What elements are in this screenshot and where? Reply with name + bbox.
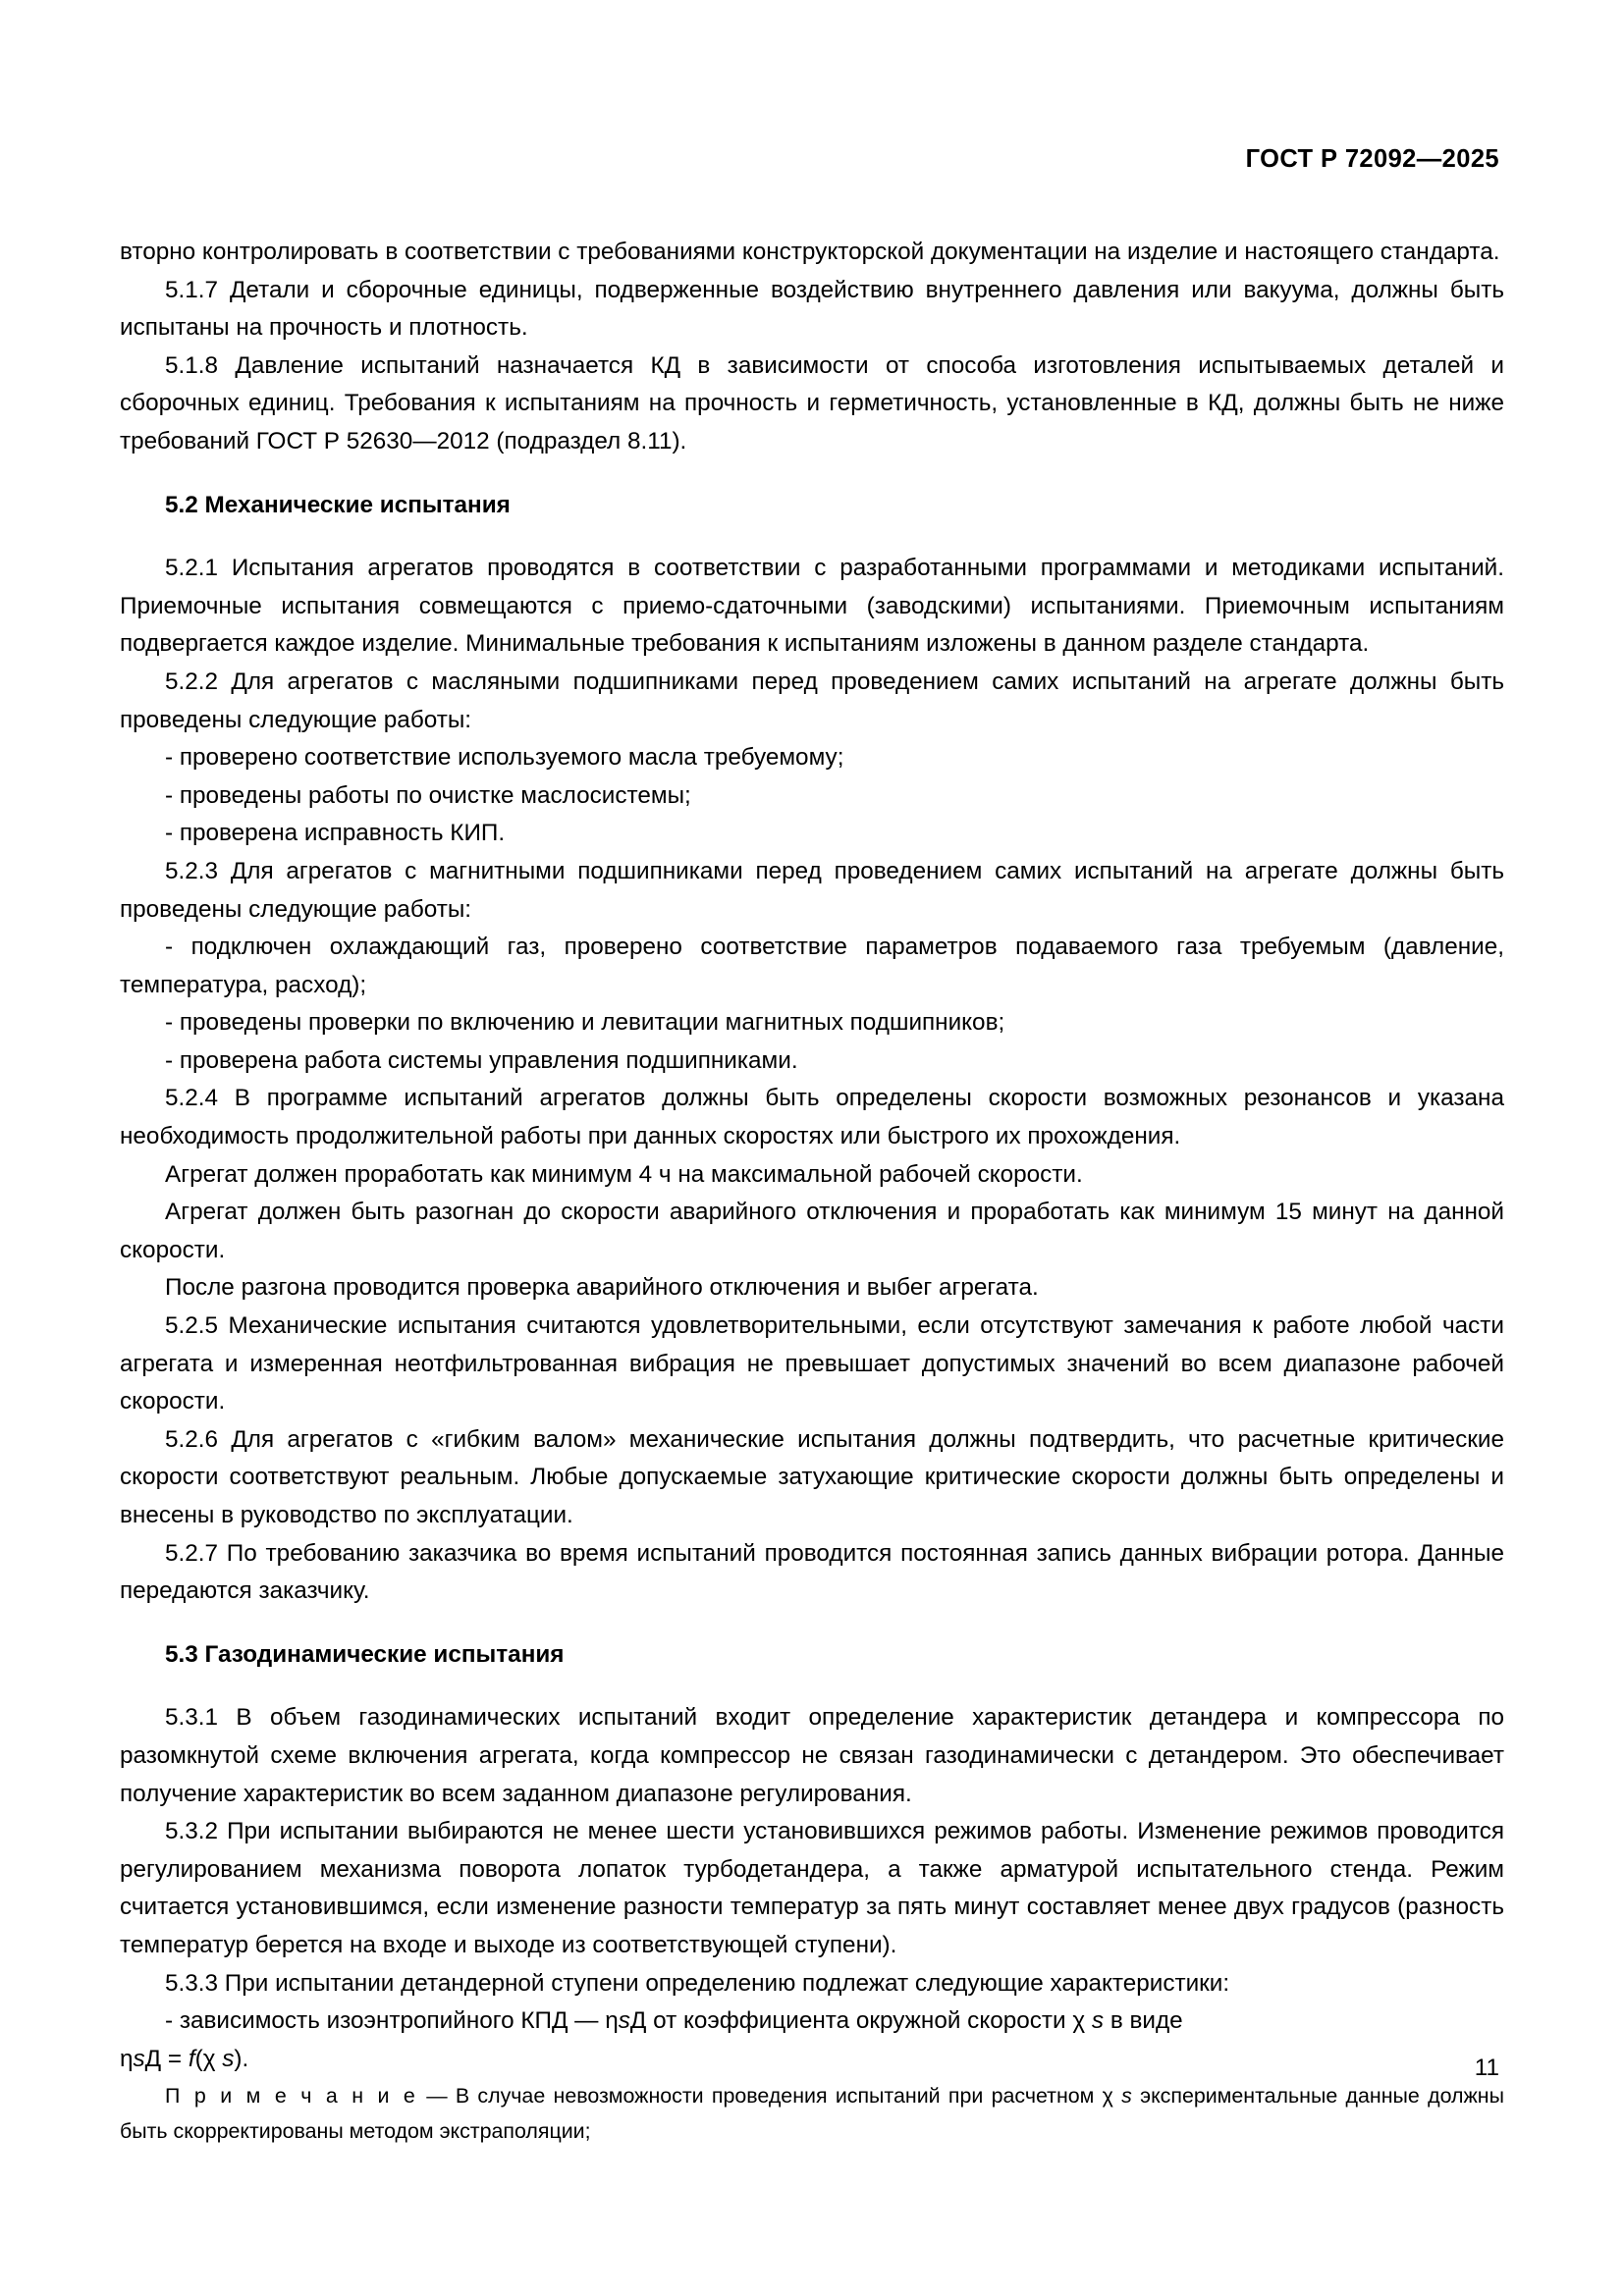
- paragraph-5-2-4-b: Агрегат должен быть разогнан до скорости аварийного отключения и проработать как минимум 15 минут на данной скорости.: [120, 1199, 1504, 1263]
- list-item-isentropic-efficiency: [120, 2002, 1504, 2041]
- paragraph-5-2-3: 5.2.3 Для агрегатов с магнитными подшипниками перед проведением самих испытаний на агрегате должны быть проведены следующие работы:: [120, 857, 1504, 923]
- list-item: - проведены проверки по включению и левитации магнитных подшипников;: [165, 1009, 1005, 1037]
- paragraph-5-3-3: 5.3.3 При испытании детандерной ступени определению подлежат следующие характеристики:: [165, 1969, 1230, 1997]
- eta-symbol: η: [120, 2045, 134, 2072]
- s-symbol: s: [222, 2045, 235, 2072]
- page-text-column: [120, 234, 1504, 2149]
- paragraph-5-2-4-a: Агрегат должен проработать как минимум 4 ч на максимальной рабочей скорости.: [165, 1160, 1083, 1188]
- list-item: - проверено соответствие используемого масла требуемому;: [165, 744, 844, 772]
- paragraph-5-3-1: 5.3.1 В объем газодинамических испытаний входит определение характеристик детандера и компрессора по разомкнутой схеме включения агрегата, когда компрессор не связан газодинамически с детандером. Это обеспечивает получение характеристик во всем заданном диапазоне регулирования.: [120, 1704, 1504, 1807]
- paren-close: ).: [234, 2045, 249, 2072]
- list-item-text-lead: - зависимость изоэнтропийного КПД —: [165, 2007, 606, 2035]
- symbol-eta-s-d: [605, 2007, 646, 2034]
- s-symbol: s: [133, 2045, 145, 2072]
- f-symbol: f: [188, 2045, 195, 2072]
- paren-open: (: [194, 2045, 203, 2072]
- formula-eta-s-d: [120, 2041, 1504, 2079]
- paragraph-5-2-7: 5.2.7 По требованию заказчика во время испытаний проводится постоянная запись данных вибрации ротора. Данные передаются заказчику.: [120, 1539, 1504, 1605]
- list-item: - проверена работа системы управления подшипниками.: [165, 1046, 798, 1074]
- note-dash: —: [417, 2084, 456, 2109]
- list-item: - проведены работы по очистке маслосистемы;: [165, 781, 691, 809]
- paragraph-5-2-5: 5.2.5 Механические испытания считаются удовлетворительными, если отсутствуют замечания к работе любой части агрегата и измеренная неотфильтрованная вибрация не превышает допустимых значений во всем диапазоне рабочей скорости.: [120, 1312, 1504, 1415]
- d-symbol: Д: [144, 2045, 162, 2072]
- list-item: - проверена исправность КИП.: [165, 820, 506, 847]
- chi-symbol: χ: [1102, 2084, 1113, 2109]
- paragraph-5-3-2: 5.3.2 При испытании выбираются не менее шести установившихся режимов работы. Изменение режимов проводится регулированием механизма поворота лопаток турбодетандера, а также арматурой испытательного стенда. Режим считается установившимся, если изменение разности температур за пять минут составляет менее двух градусов (разность температур берется на входе и выходе из соответствующей ступени).: [120, 1818, 1504, 1958]
- s-symbol: s: [618, 2007, 630, 2035]
- d-symbol: Д: [629, 2007, 647, 2035]
- heading-5-3: 5.3 Газодинамические испытания: [165, 1640, 565, 1668]
- list-item: - подключен охлаждающий газ, проверено соответствие параметров подаваемого газа требуемым (давление, температура, расход);: [120, 934, 1504, 998]
- chi-symbol: χ: [1072, 2007, 1086, 2035]
- paragraph-5-2-4-c: После разгона проводится проверка аварийного отключения и выбег агрегата.: [165, 1274, 1039, 1302]
- paragraph-5-2-6: 5.2.6 Для агрегатов с «гибким валом» механические испытания должны подтвердить, что расчетные критические скорости соответствуют реальным. Любые допускаемые затухающие критические скорости должны быть определены и внесены в руководство по эксплуатации.: [120, 1425, 1504, 1528]
- paragraph-5-1-7: 5.1.7 Детали и сборочные единицы, подверженные воздействию внутреннего давления или вакуума, должны быть испытаны на прочность и плотность.: [120, 276, 1504, 342]
- equals-sign: =: [161, 2045, 189, 2072]
- heading-5-2: 5.2 Механические испытания: [165, 491, 511, 518]
- note-block: [120, 2078, 1504, 2149]
- s-symbol: s: [1121, 2084, 1132, 2109]
- paragraph-5-2-4: 5.2.4 В программе испытаний агрегатов должны быть определены скорости возможных резонансов и указана необходимость продолжительной работы при данных скоростях или быстрого их прохождения.: [120, 1085, 1504, 1150]
- page-number: 11: [1474, 2055, 1499, 2081]
- chi-symbol: χ: [202, 2045, 216, 2072]
- note-text-tail: экспериментальные данные должны быть скорректированы методом экстраполяции;: [120, 2084, 1504, 2144]
- space: [1113, 2084, 1121, 2108]
- list-item-text-mid: от коэффициента окружной скорости: [646, 2007, 1073, 2035]
- eta-symbol: η: [605, 2007, 619, 2035]
- note-text-lead: В случае невозможности проведения испытаний при расчетном: [455, 2084, 1103, 2109]
- space: [1085, 2007, 1092, 2034]
- paragraph-5-1-8: 5.1.8 Давление испытаний назначается КД в зависимости от способа изготовления испытываемых деталей и сборочных единиц. Требования к испытаниям на прочность и герметичность, установленные в КД, должны быть не ниже требований ГОСТ Р 52630—2012 (подраздел 8.11).: [120, 351, 1504, 454]
- paragraph-5-2-1: 5.2.1 Испытания агрегатов проводятся в соответствии с разработанными программами и методиками испытаний. Приемочные испытания совмещаются с приемо-сдаточными (заводскими) испытаниями. Приемочным испытаниям подвергается каждое изделие. Минимальные требования к испытаниям изложены в данном разделе стандарта.: [120, 555, 1504, 658]
- s-symbol: s: [1091, 2007, 1105, 2035]
- paragraph-carryover: вторно контролировать в соответствии с требованиями конструкторской документации на изделие и настоящего стандарта.: [120, 239, 1500, 265]
- running-header-standard-number: ГОСТ Р 72092—2025: [1245, 145, 1499, 173]
- paragraph-5-2-2: 5.2.2 Для агрегатов с масляными подшипниками перед проведением самих испытаний на агрегате должны быть проведены следующие работы:: [120, 667, 1504, 733]
- note-label: П р и м е ч а н и е: [165, 2084, 418, 2109]
- list-item-text-tail: в виде: [1104, 2007, 1183, 2035]
